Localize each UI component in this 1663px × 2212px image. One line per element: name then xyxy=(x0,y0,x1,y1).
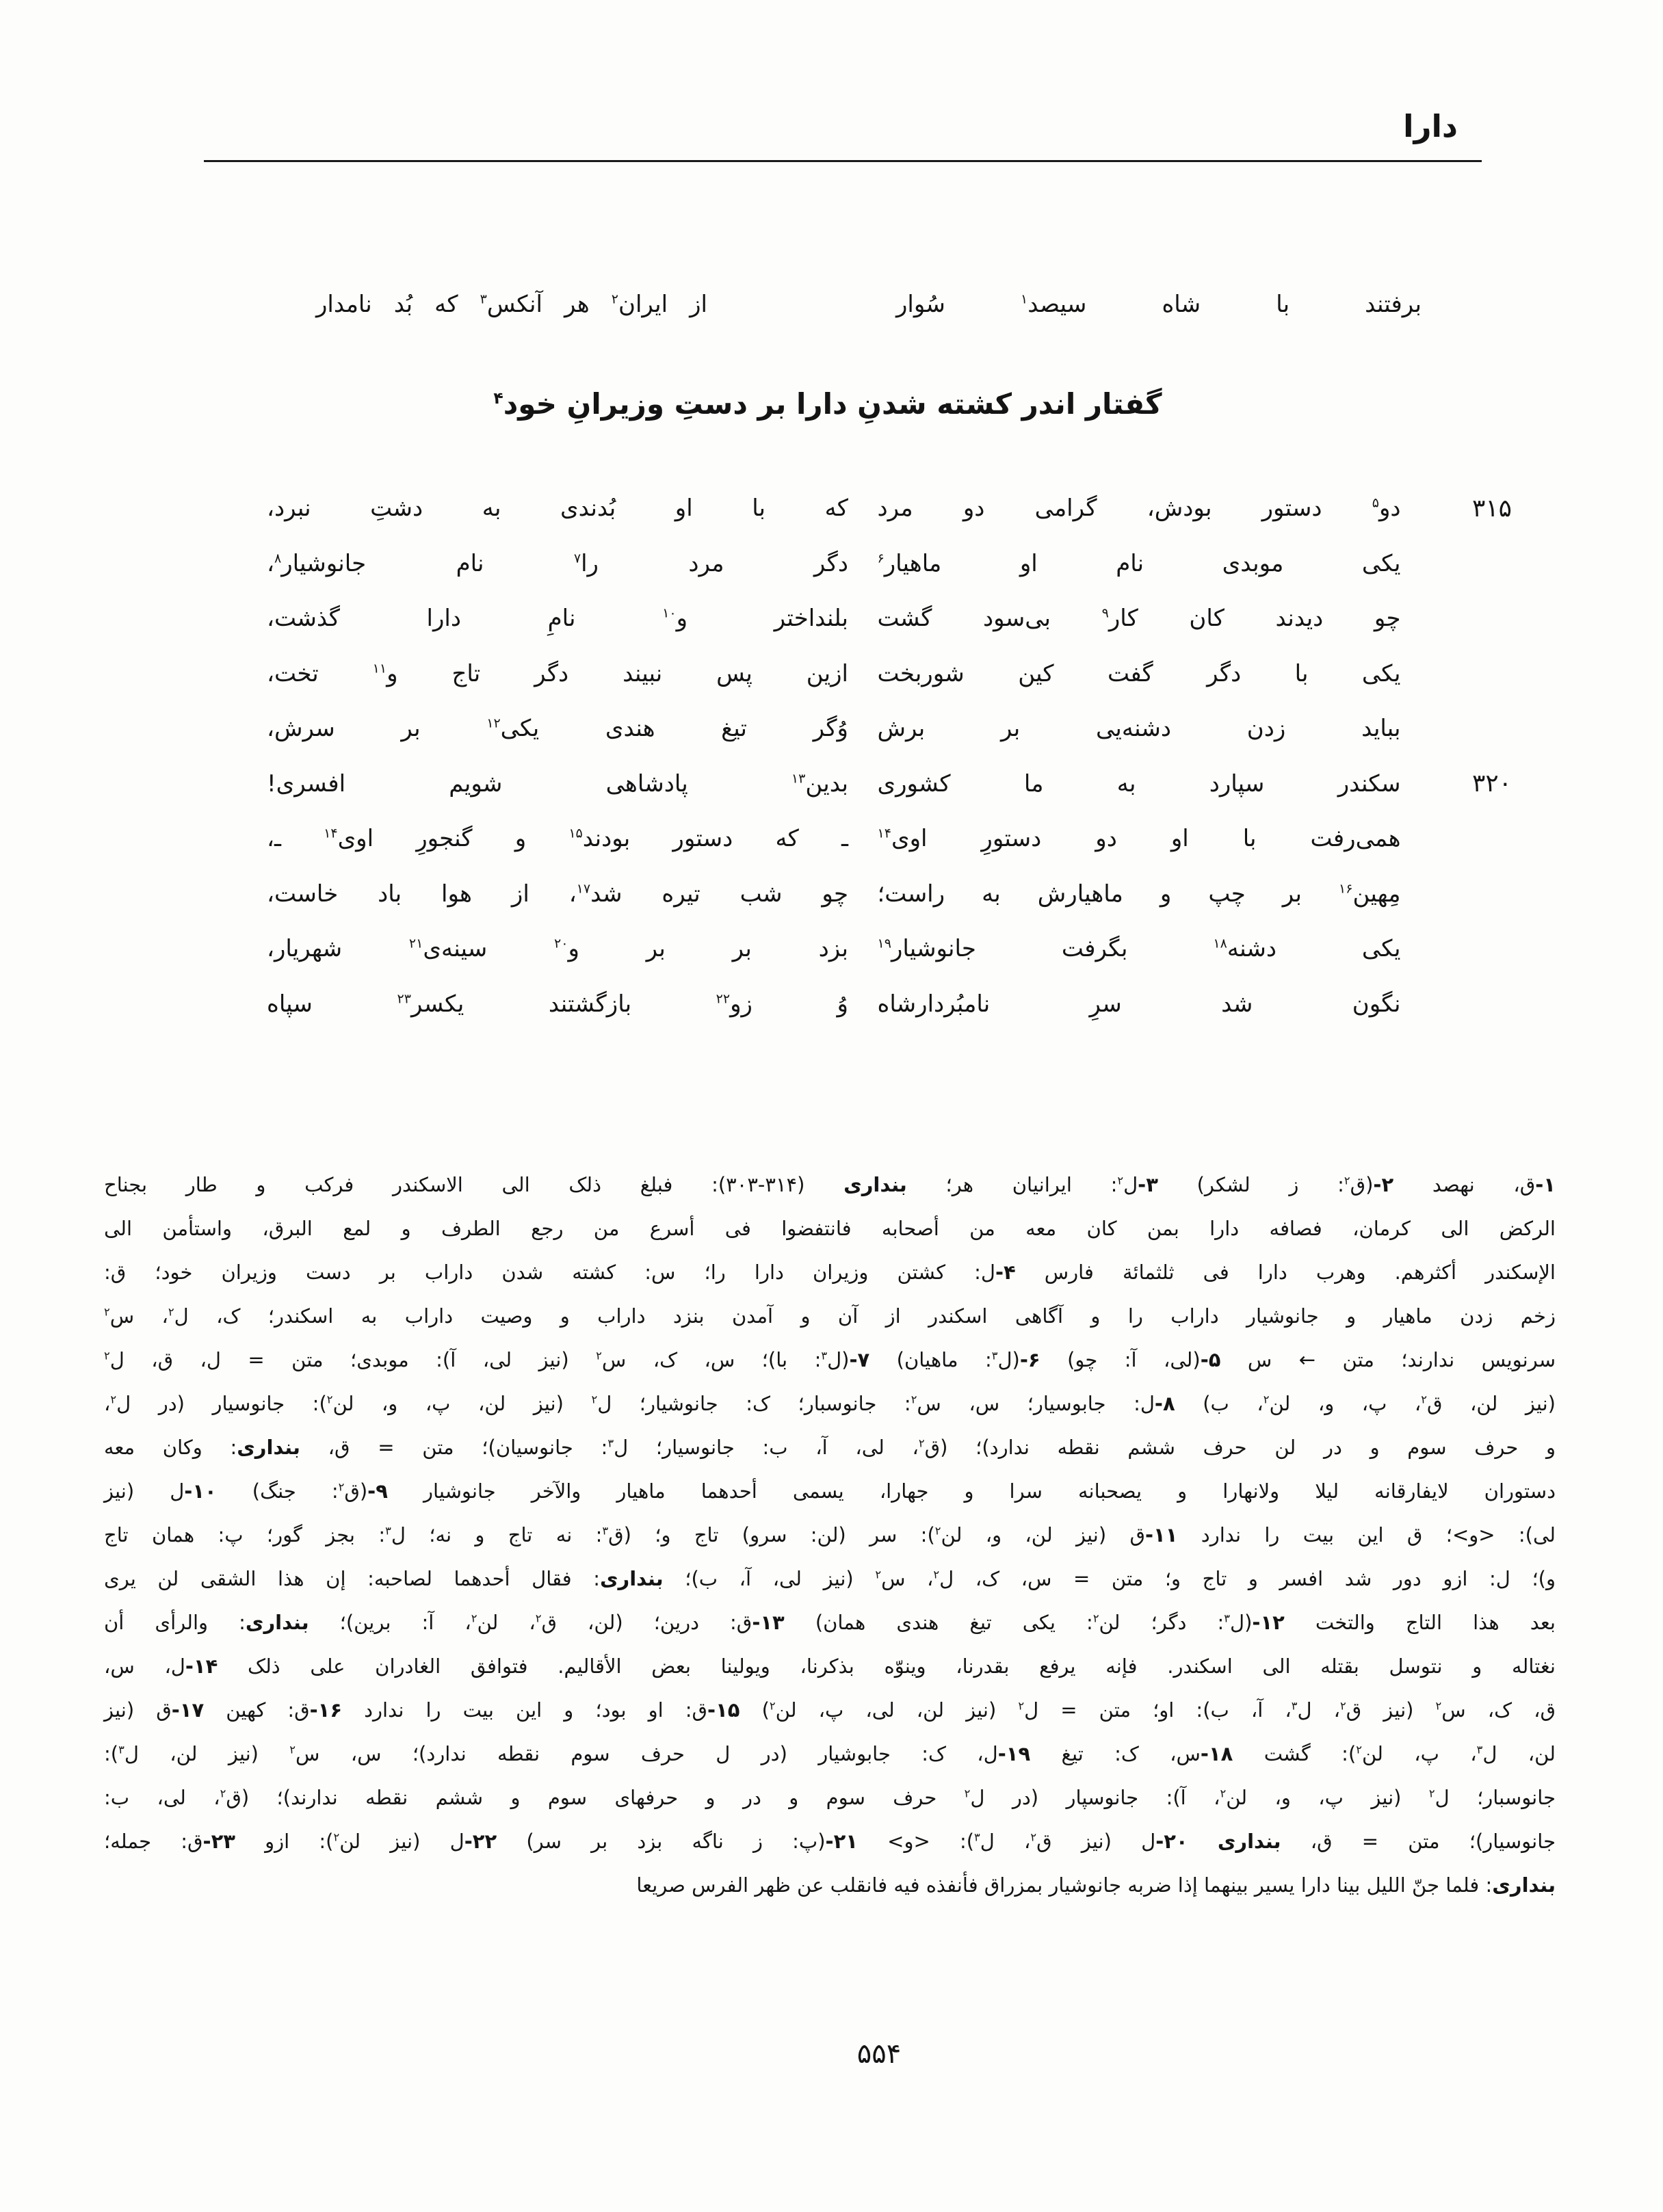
footnote-ref: ۲ xyxy=(918,1436,925,1450)
verse-second-hemistich: بلنداختر و$^{۱۰}$ نامِ دارا گذشت، xyxy=(267,605,848,633)
verse-first-hemistich: مِهین$^{۱۶}$ بر چپ و ماهیارش به راست؛ xyxy=(877,880,1401,908)
verse-first-hemistich: یکی دشنه$^{۱۸}$ بگرفت جانوشیار$^{۱۹}$ xyxy=(877,935,1401,963)
footnote-ref: ۲ xyxy=(1117,1174,1124,1187)
bold-text: ۸- xyxy=(1154,1392,1175,1415)
footnote-ref: ۲ xyxy=(110,1393,117,1406)
bold-text: ۱۴- xyxy=(185,1655,218,1678)
footnote-ref: ۲ xyxy=(104,1349,110,1362)
footnote-ref: ۳ xyxy=(974,1830,980,1844)
apparatus-block xyxy=(104,1163,1556,1907)
verse-block xyxy=(267,481,1512,1031)
footnote-ref: ۲ xyxy=(338,1480,345,1494)
footnote-ref: ۲ xyxy=(1263,1393,1270,1406)
bold-text: ۱۹- xyxy=(997,1742,1031,1765)
intro-first-hemistich: برفتند با شاه سیصد$^۱$ سُوار xyxy=(896,291,1422,318)
apparatus-line: بنداری: فلما جنّ اللیل بینا دارا یسیر بینهما إذا ضربه جانوشیار بمزراق فأنفذه فیه فانقلب عن ظهر الفرس صریعا xyxy=(636,1873,1556,1897)
bold-text: ۴- xyxy=(995,1261,1016,1284)
apparatus-line: نغتاله و نتوسل بقتله الی اسکندر. فإنه یرفع بقدرنا، وینوّه بذکرنا، ویولینا بعض الأقالیم. فتوافق الغادران علی ذلک ۱۴-ل، س، xyxy=(104,1655,1556,1678)
footnote-ref: ۲ xyxy=(934,1524,941,1538)
footnote-ref: ۲ xyxy=(1018,1699,1025,1713)
bold-text: ۳- xyxy=(1138,1173,1158,1196)
verse-row xyxy=(267,867,1512,922)
verse-row xyxy=(267,481,1512,536)
footnote-ref: ۱ xyxy=(1021,291,1028,307)
apparatus-line: ق، ک، س$^۲$ (نیز ق$^۲$، ل$^۳$، آ، ب): او؛ متن = ل$^۲$ (نیز لن، لی، پ، لن$^۲$) ۱۵-ق: او بود؛ و این بیت را ندارد ۱۶-ق: کهین ۱۷-ق (نیز xyxy=(104,1698,1556,1722)
header-rule xyxy=(204,160,1482,162)
bold-text: ۲۰- xyxy=(1155,1830,1188,1853)
footnote-ref: ۲۲ xyxy=(716,991,731,1007)
footnote-ref: ۳ xyxy=(1291,1699,1298,1713)
footnote-ref: ۲۳ xyxy=(397,991,411,1007)
bold-text: ۱۱- xyxy=(1145,1523,1178,1546)
apparatus-line: لی): <و>؛ ق این بیت را ندارد ۱۱-ق (نیز لن، و، لن$^۲$): سر (لن: سرو) تاج و؛ (ق$^۳$: نه تاج و نه؛ ل$^۳$: بجز گور؛ پ: همان تاج xyxy=(104,1523,1556,1546)
footnote-ref: ۲ xyxy=(1421,1393,1428,1406)
footnote-ref: ۲ xyxy=(535,1611,542,1625)
footnote-ref: ۳ xyxy=(991,1349,998,1362)
verse-row xyxy=(267,701,1512,756)
footnote-ref: ۲ xyxy=(326,1393,333,1406)
footnote-ref: ۲ xyxy=(596,1349,602,1362)
apparatus-line: زخم زدن ماهیار و جانوشیار داراب را و آگاهی اسکندر از آن و آمدن بنزد داراب و وصیت داراب به اسکندر؛ ک، ل$^۲$، س$^۲$ xyxy=(104,1304,1556,1328)
bold-text: بنداری xyxy=(843,1173,907,1196)
bold-text: ۲۱- xyxy=(825,1830,858,1853)
verse-second-hemistich: دگر مرد را$^۷$ نام جانوشیار$^۸$، xyxy=(267,549,848,577)
footnote-ref: ۸ xyxy=(274,551,282,566)
verse-first-hemistich: یکی با دگر گفت کین شوربخت xyxy=(877,659,1401,687)
verse-second-hemistich: ـ که دستور بودند$^{۱۵}$ و گنجورِ اوی$^{۱۴}$ ـ، xyxy=(267,825,848,853)
footnote-ref: ۵ xyxy=(1372,495,1379,511)
verse-row xyxy=(267,591,1512,646)
footnote-ref: ۲ xyxy=(875,1568,882,1581)
footnote-ref: ۲ xyxy=(104,1305,110,1319)
footnote-ref: ۲ xyxy=(1340,1699,1346,1713)
page-number: ۵۵۴ xyxy=(856,2038,902,2070)
apparatus-line: لن، ل$^۳$، پ، لن$^۲$): گشت ۱۸-س، ک: تیغ ۱۹-ل، ک: جابوشیار (در ل حرف سوم نقطه ندارد)؛ س، س$^۲$ (نیز لن، ل$^۳$): xyxy=(104,1742,1556,1765)
bold-text: ۲۲- xyxy=(464,1830,497,1853)
verse-first-hemistich: سکندر سپارد به ما کشوری xyxy=(877,769,1401,798)
footnote-ref: ۳ xyxy=(385,1524,391,1538)
footnote-ref: ۲ xyxy=(1030,1830,1037,1844)
verse-first-hemistich: چو دیدند کان کار$^۹$ بی‌سود گشت xyxy=(877,605,1401,633)
bold-text: ۱۶- xyxy=(309,1698,343,1722)
apparatus-line: ۱-ق، نهصد ۲-(ق$^۲$: ز لشکر) ۳-ل$^۲$: ایرانیان هر؛ بنداری (۳۱۴-۳۰۳): فبلغ ذلک الی الاسکندر فرکب و طار بجناح xyxy=(104,1173,1556,1196)
verse-second-hemistich: که با او بُدندی به دشتِ نبرد، xyxy=(267,495,848,523)
bold-text: ۷- xyxy=(849,1348,870,1371)
footnote-ref: ۲ xyxy=(964,1787,971,1800)
apparatus-line: جانوسیار)؛ متن = ق، بنداری ۲۰-ل (نیز ق$^۲$، ل$^۳$): <و> ۲۱-(پ: ز ناگه بزد بر سر) ۲۲-ل (نیز لن$^۲$): ازو ۲۳-ق: جمله؛ xyxy=(104,1830,1556,1853)
footnote-ref: ۲ xyxy=(1092,1611,1099,1625)
footnote-ref: ۳ xyxy=(1476,1743,1483,1756)
footnote-ref: ۱۰ xyxy=(662,605,677,621)
verse-number: ۳۱۵ xyxy=(1471,494,1512,523)
footnote-ref: ۲ xyxy=(1356,1743,1362,1756)
verse-first-hemistich: نگون شد سرِ نامبُردارشاه xyxy=(877,990,1401,1018)
footnote-ref: ۲ xyxy=(471,1611,477,1625)
verse-second-hemistich: وُگر تیغ هندی یکی$^{۱۲}$ بر سرش، xyxy=(267,715,848,743)
footnote-ref: ۲ xyxy=(333,1830,340,1844)
verse-second-hemistich: چو شب تیره شد$^{۱۷}$، از هوا باد خاست، xyxy=(267,880,848,908)
bold-text: بنداری xyxy=(599,1567,664,1590)
footnote-ref: ۱۷ xyxy=(576,881,591,897)
apparatus-line: الرکض الی کرمان، فصافه دارا بمن کان معه من أصحابه فانتفضوا فی أسرع من رجع الطرف و لمع البرق، واستأمن الی xyxy=(104,1217,1556,1240)
footnote-ref: ۲ xyxy=(1428,1787,1435,1800)
bold-text: بنداری xyxy=(245,1611,309,1634)
header-title: دارا xyxy=(1403,108,1458,144)
bold-text: ۶- xyxy=(1019,1348,1040,1371)
verse-first-hemistich: یکی موبدی نام او ماهیار$^۶$ xyxy=(877,549,1401,577)
footnote-ref: ۴ xyxy=(493,389,503,408)
bold-text: ۵- xyxy=(1200,1348,1221,1371)
footnote-ref: ۳ xyxy=(1224,1611,1231,1625)
footnote-ref: ۱۳ xyxy=(791,771,806,787)
verse-number: ۳۲۰ xyxy=(1471,769,1512,798)
verse-second-hemistich: بزد بر بر و$^{۲۰}$ سینه‌ی$^{۲۱}$ شهریار، xyxy=(267,935,849,963)
bold-text: ۱- xyxy=(1535,1173,1556,1196)
apparatus-line: سرنویس ندارند؛ متن ← س ۵-(لی، آ: چو) ۶-(ل$^۳$: ماهیان) ۷-(ل$^۳$: با)؛ س، ک، س$^۲$ (نیز لی، آ): موبدی؛ متن = ل، ق، ل$^۲$ xyxy=(104,1348,1556,1371)
footnote-ref: ۱۹ xyxy=(877,936,891,951)
footnote-ref: ۲ xyxy=(168,1305,174,1319)
footnote-ref: ۲ xyxy=(1344,1174,1350,1187)
footnote-ref: ۲۰ xyxy=(554,936,568,951)
verse-second-hemistich: بدین$^{۱۳}$ پادشاهی شویم افسری! xyxy=(267,769,848,798)
verse-second-hemistich: وُ زو$^{۲۲}$ بازگشتند یکسر$^{۲۳}$ سپاه xyxy=(267,990,848,1018)
footnote-ref: ۳ xyxy=(602,1524,609,1538)
footnote-ref: ۱۱ xyxy=(372,661,387,676)
footnote-ref: ۲۱ xyxy=(408,936,423,951)
apparatus-line: جانوسبار؛ ل$^۲$ (نیز پ، و، لن$^۲$، آ): جانوسپار (در ل$^۲$ حرف سوم و در و حرفهای سوم و ششم نقطه ندارند)؛ (ق$^۲$، لی، ب: xyxy=(104,1786,1556,1809)
bold-text: ۱۳- xyxy=(752,1611,785,1634)
footnote-ref: ۱۲ xyxy=(486,715,501,731)
bold-text: بنداری xyxy=(237,1436,300,1459)
footnote-ref: ۲ xyxy=(911,1393,917,1406)
footnote-ref: ۷ xyxy=(573,551,581,566)
bold-text: ۲۳- xyxy=(202,1830,235,1853)
apparatus-line: (نیز لن، ق$^۲$، پ، و، لن$^۲$، ب) ۸-ل: جابوسیار؛ س، س$^۲$: جانوسبار؛ ک: جانوشیار؛ ل$^۲$ (نیز لن، پ، و، لن$^۲$): جانوسیار (در ل$^۲$، xyxy=(104,1392,1556,1415)
bold-text: ۱۷- xyxy=(171,1698,205,1722)
bold-text: ۱۰- xyxy=(184,1479,217,1503)
verse-row xyxy=(267,977,1512,1032)
footnote-ref: ۳ xyxy=(480,291,487,307)
bold-text: بنداری xyxy=(1492,1873,1556,1897)
footnote-ref: ۱۵ xyxy=(568,826,583,841)
verse-second-hemistich: ازین پس نبیند دگر تاج و$^{۱۱}$ تخت، xyxy=(267,659,849,687)
section-heading: گفتار اندر کشته شدنِ دارا بر دستِ وزیرانِ خود$^۴$ xyxy=(493,387,1162,421)
bold-text: ۹- xyxy=(367,1479,388,1503)
footnote-ref: ۲ xyxy=(1435,1699,1442,1713)
footnote-ref: ۲ xyxy=(933,1568,940,1581)
bold-text: ۱۸- xyxy=(1200,1742,1233,1765)
footnote-ref: ۲ xyxy=(1220,1787,1227,1800)
bold-text: ۱۵- xyxy=(707,1698,740,1722)
bold-text: ۱۲- xyxy=(1252,1611,1285,1634)
footnote-ref: ۲ xyxy=(289,1743,296,1756)
intro-second-hemistich: از ایران$^۲$ هر آنکس$^۳$ که بُد نامدار xyxy=(316,291,707,318)
footnote-ref: ۲ xyxy=(769,1699,776,1713)
verse-first-hemistich: همی‌رفت با او دو دستورِ اوی$^{۱۴}$ xyxy=(877,825,1401,853)
verse-row xyxy=(267,646,1512,702)
footnote-ref: ۲ xyxy=(611,291,618,307)
apparatus-line: الإسکندر أکثرهم. وهرب دارا فی ثلثمائة فارس ۴-ل: کشتن وزیران دارا را؛ س: کشته شدن داراب بر دست وزیران خود؛ ق: xyxy=(104,1261,1556,1284)
verse-row xyxy=(267,756,1512,812)
apparatus-line: دستوران لایفارقانه لیلا ولانهارا و یصحبانه سرا و جهارا، یسمی أحدهما ماهیار والآخر جانوشیار ۹-(ق$^۲$: جنگ) ۱۰-ل (نیز xyxy=(104,1479,1556,1503)
footnote-ref: ۱۸ xyxy=(1213,936,1227,951)
bold-text: بنداری xyxy=(1217,1830,1281,1853)
verse-row xyxy=(267,811,1512,867)
footnote-ref: ۳ xyxy=(607,1436,614,1450)
footnote-ref: ۱۴ xyxy=(877,826,891,841)
apparatus-line: بعد هذا التاج والتخت ۱۲-(ل$^۳$: دگر؛ لن$^۲$: یکی تیغ هندی همان) ۱۳-ق: درین؛ (لن، ق$^۲$، لن$^۲$، آ: برین)؛ بنداری: والرأی أن xyxy=(104,1611,1556,1634)
footnote-ref: ۳ xyxy=(118,1743,125,1756)
footnote-ref: ۹ xyxy=(1101,605,1109,621)
verse-row xyxy=(267,921,1512,977)
bold-text: ۲- xyxy=(1373,1173,1394,1196)
verse-first-hemistich: بباید زدن دشنه‌یی بر برش xyxy=(877,715,1401,743)
footnote-ref: ۳ xyxy=(821,1349,828,1362)
footnote-ref: ۲ xyxy=(591,1393,598,1406)
footnote-ref: ۱۴ xyxy=(324,826,338,841)
footnote-ref: ۲ xyxy=(220,1787,226,1800)
verse-first-hemistich: دو$^۵$ دستور بودش، گرامی دو مرد xyxy=(877,495,1401,523)
footnote-ref: ۱۶ xyxy=(1339,881,1353,897)
verse-row xyxy=(267,536,1512,592)
apparatus-line: و حرف سوم و در لن حرف ششم نقطه ندارد)؛ (ق$^۲$، لی، آ، ب: جانوسیار؛ ل$^۳$: جانوسیان)؛ متن = ق، بنداری: وکان معه xyxy=(104,1436,1556,1459)
apparatus-line: و)؛ ل: ازو دور شد افسر و تاج و؛ متن = س، ک، ل$^۲$، س$^۲$ (نیز لی، آ، ب)؛ بنداری: فقال أحدهما لصاحبه: إن هذا الشقی لن یری xyxy=(104,1567,1556,1590)
footnote-ref: ۶ xyxy=(877,551,885,566)
